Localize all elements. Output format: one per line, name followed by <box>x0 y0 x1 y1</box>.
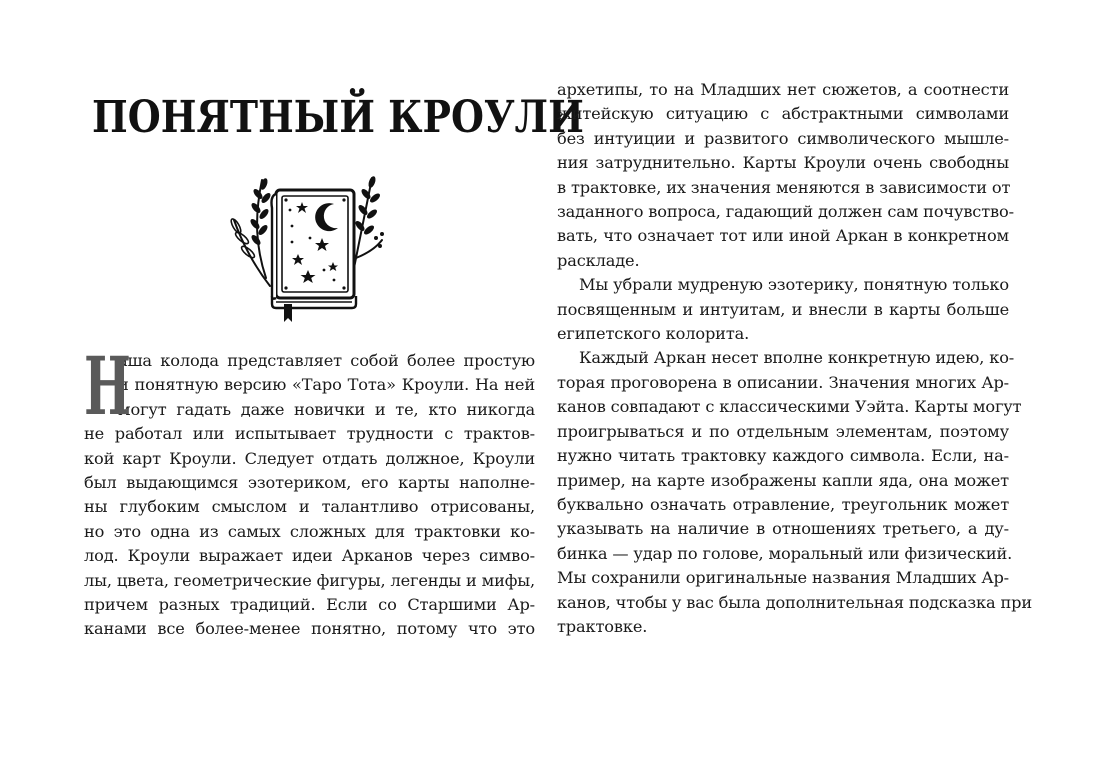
text-line: трактовке. <box>557 616 648 636</box>
text-line: раскладе. <box>557 250 640 270</box>
text-line: причем разных традиций. Если со Старшими Ар- <box>84 595 535 615</box>
paragraph-3 <box>557 346 1032 639</box>
text-line: могут гадать даже новички и те, кто никогда <box>118 399 535 419</box>
text-line: указывать на наличие в отношениях третьего, а ду- <box>557 519 1009 539</box>
text-line: архетипы, то на Младших нет сюжетов, а соотнести <box>557 80 1009 99</box>
book-moon-stars-illustration <box>226 168 386 324</box>
text-line: канами все более-менее понятно, потому что это <box>84 619 535 639</box>
text-line: нужно читать трактовку каждого символа. Если, на- <box>557 446 1009 466</box>
paragraph-2 <box>557 273 1009 346</box>
text-line: Мы убрали мудреную эзотерику, понятную только <box>579 275 1009 295</box>
text-line: Мы сохранили оригинальные названия Младших Ар- <box>557 568 1009 588</box>
text-line: канов, чтобы у вас была дополнительная подсказка при <box>557 592 1032 612</box>
text-line: не работал или испытывает трудности с трактов- <box>84 424 535 444</box>
text-line: пример, на карте изображены капли яда, она может <box>557 470 1009 490</box>
right-column-text <box>557 78 1032 639</box>
text-line: был выдающимся эзотериком, его карты наполне- <box>84 473 535 493</box>
text-line: вать, что означает тот или иной Аркан в конкретном <box>557 226 1009 246</box>
text-line: бинка — удар по голове, моральный или физический. <box>557 543 1013 563</box>
left-column-text <box>84 339 535 642</box>
text-line: в трактовке, их значения меняются в зависимости от <box>557 177 1011 197</box>
text-line: лы, цвета, геометрические фигуры, легенды и мифы, <box>84 570 535 590</box>
text-line: лод. Кроули выражает идеи Арканов через симво- <box>84 546 535 566</box>
text-line: канов совпадают с классическими Уэйта. Карты могут <box>557 397 1022 417</box>
text-line: ны глубоким смыслом и талантливо отрисованы, <box>84 497 535 517</box>
text-line: торая проговорена в описании. Значения многих Ар- <box>557 372 1009 392</box>
text-line: и понятную версию «Таро Тота» Кроули. На ней <box>118 375 535 395</box>
text-line: Каждый Аркан несет вполне конкретную идею, ко- <box>579 348 1015 368</box>
text-line: египетского колорита. <box>557 324 750 344</box>
text-line: заданного вопроса, гадающий должен сам почувство- <box>557 202 1014 222</box>
dropcap-letter: Н <box>84 339 131 433</box>
text-line: посвященным и интуитам, и внесли в карты больше <box>557 299 1009 319</box>
text-line: аша колода представляет собой более простую <box>118 351 535 370</box>
book-with-moon-and-stars-icon <box>226 168 386 324</box>
text-line: кой карт Кроули. Следует отдать должное, Кроули <box>84 448 535 468</box>
text-line: буквально означать отравление, треугольник может <box>557 494 1009 514</box>
text-line: житейскую ситуацию с абстрактными символами <box>557 104 1009 124</box>
text-line: но это одна из самых сложных для трактовки ко- <box>84 521 535 541</box>
text-line: проигрываться и по отдельным элементам, поэтому <box>557 421 1009 441</box>
paragraph-1 <box>557 78 1014 273</box>
page-title: ПОНЯТНЫЙ КРОУЛИ <box>92 92 584 143</box>
text-line: без интуиции и развитого символического мышле- <box>557 128 1009 148</box>
text-line: ния затруднительно. Карты Кроули очень свободны <box>557 153 1009 173</box>
